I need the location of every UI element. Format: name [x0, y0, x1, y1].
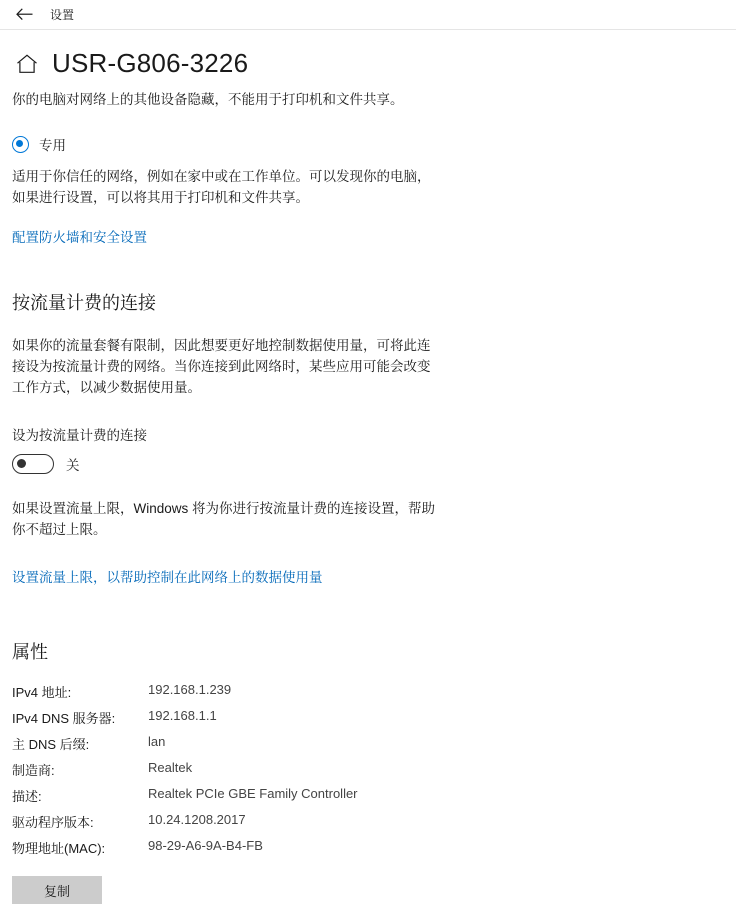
page-header [12, 48, 724, 79]
properties-heading: 属性 [12, 642, 48, 662]
property-value: 10.24.1208.2017 [148, 812, 246, 827]
copy-button[interactable]: 复制 [12, 876, 102, 904]
metered-description: 如果你的流量套餐有限制，因此想要更好地控制数据使用量，可将此连接设为按流量计费的网络。当你连接到此网络时，某些应用可能会改变工作方式，以减少数据使用量。 [12, 338, 431, 395]
window-title: 设置 [50, 8, 75, 22]
table-row [12, 786, 358, 812]
settings-content [0, 48, 736, 904]
title-bar [0, 0, 736, 30]
radio-private-indicator[interactable] [12, 136, 29, 153]
table-row [12, 734, 358, 760]
properties-table [12, 682, 358, 864]
metered-heading: 按流量计费的连接 [12, 293, 156, 313]
property-value: 98-29-A6-9A-B4-FB [148, 838, 263, 853]
property-value: Realtek [148, 760, 193, 775]
table-row [12, 812, 358, 838]
property-key: 驱动程序版本: [12, 815, 94, 830]
radio-private-label: 专用 [39, 138, 66, 153]
metered-toggle-label: 设为按流量计费的连接 [12, 428, 147, 443]
property-key: IPv4 DNS 服务器: [12, 711, 116, 726]
metered-limit-note: 如果设置流量上限，Windows 将为你进行按流量计费的连接设置，帮助你不超过上限。 [12, 501, 436, 537]
radio-private[interactable] [12, 134, 724, 154]
property-key: IPv4 地址: [12, 685, 72, 700]
table-row [12, 708, 358, 734]
metered-toggle-row[interactable] [12, 454, 724, 474]
property-key: 物理地址(MAC): [12, 841, 106, 856]
table-row [12, 682, 358, 708]
property-key: 制造商: [12, 763, 55, 778]
metered-toggle-state: 关 [66, 458, 80, 473]
table-row [12, 760, 358, 786]
page-title: USR-G806-3226 [52, 48, 249, 78]
property-value: lan [148, 734, 166, 749]
back-arrow-icon[interactable] [8, 2, 40, 28]
toggle-knob [17, 459, 26, 468]
property-key: 描述: [12, 789, 42, 804]
home-icon [14, 51, 40, 77]
metered-toggle[interactable] [12, 454, 54, 474]
property-value: Realtek PCIe GBE Family Controller [148, 786, 358, 801]
public-profile-description: 你的电脑对网络上的其他设备隐藏，不能用于打印机和文件共享。 [12, 92, 404, 107]
table-row [12, 838, 358, 864]
property-value: 192.168.1.1 [148, 708, 217, 723]
property-key: 主 DNS 后缀: [12, 737, 90, 752]
property-value: 192.168.1.239 [148, 682, 232, 697]
private-profile-description: 适用于你信任的网络，例如在家中或在工作单位。可以发现你的电脑，如果进行设置，可以将其用于打印机和文件共享。 [12, 169, 431, 205]
firewall-settings-link[interactable]: 配置防火墙和安全设置 [12, 230, 147, 245]
set-data-limit-link[interactable]: 设置流量上限，以帮助控制在此网络上的数据使用量 [12, 570, 323, 585]
